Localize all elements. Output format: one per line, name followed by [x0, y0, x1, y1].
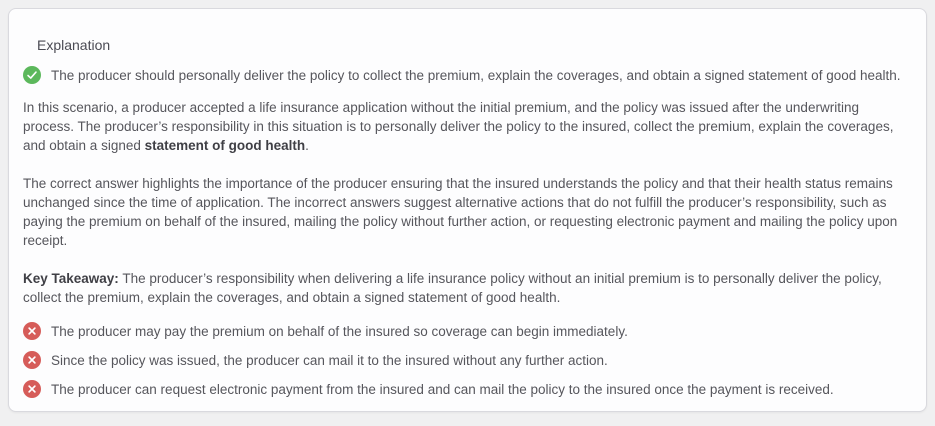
- explanation-panel: [8, 8, 927, 412]
- key-takeaway-text: The producer’s responsibility when delivering a life insurance policy without an initial premium is to personally deliver the policy, collect the premium, explain the coverages, and obtain a signed statement of good health.: [23, 271, 882, 305]
- scenario-text: In this scenario, a producer accepted a life insurance application without the initial premium, and the policy was issued after the underwriting process. The producer’s responsibility in this situation is to personally deliver the policy to the insured, collect the premium, explain the coverages, and obtain a signed: [23, 100, 894, 153]
- incorrect-answer-row: [23, 380, 902, 399]
- panel-title: Explanation: [37, 37, 111, 53]
- correct-answer-text: The producer should personally deliver the policy to collect the premium, explain the coverages, and obtain a signed statement of good health.: [51, 68, 901, 83]
- scenario-paragraph: [23, 98, 902, 155]
- analysis-paragraph: The correct answer highlights the importance of the producer ensuring that the insured understands the policy and that their health status remains unchanged since the time of application. The incorrect answers suggest alternative actions that do not fulfill the producer’s responsibility, such as paying the premium on behalf of the insured, mailing the policy without further action, or requesting electronic payment and mailing the policy upon receipt.: [23, 176, 898, 248]
- incorrect-answer-row: [23, 351, 902, 370]
- incorrect-answer-row: [23, 322, 902, 341]
- scenario-bold-text: statement of good health: [144, 138, 306, 153]
- x-circle-icon: [23, 351, 41, 369]
- incorrect-answer-text: Since the policy was issued, the producer can mail it to the insured without any further action.: [51, 353, 608, 368]
- correct-answer-row: [23, 66, 902, 85]
- check-circle-icon: [23, 66, 41, 84]
- scenario-suffix: .: [305, 138, 309, 153]
- x-circle-icon: [23, 322, 41, 340]
- incorrect-answer-text: The producer can request electronic payment from the insured and can mail the policy to the insured once the payment is received.: [51, 382, 834, 397]
- key-takeaway-paragraph: [23, 269, 902, 307]
- incorrect-answers-list: [23, 322, 902, 399]
- incorrect-answer-text: The producer may pay the premium on behalf of the insured so coverage can begin immediately.: [51, 324, 628, 339]
- x-circle-icon: [23, 380, 41, 398]
- key-takeaway-label: Key Takeaway:: [23, 271, 119, 286]
